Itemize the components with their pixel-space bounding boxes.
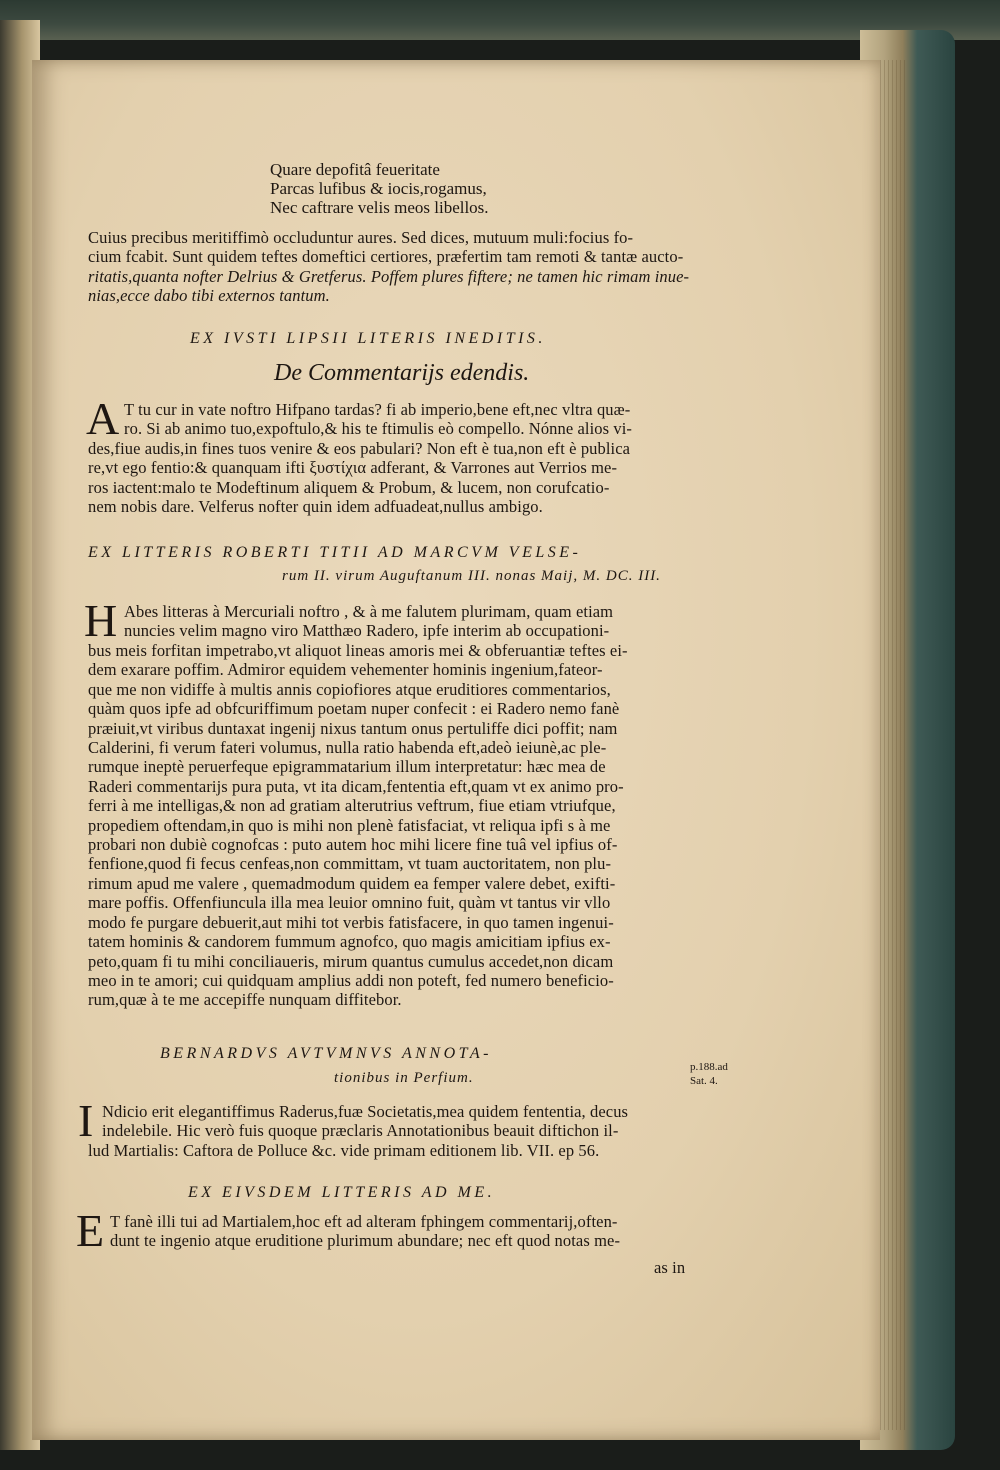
text-line: nias,ecce dabo tibi externos tantum.: [88, 286, 330, 306]
section-heading: [88, 544, 581, 562]
book-top-edge: [0, 0, 1000, 40]
drop-capital: I: [78, 1095, 94, 1146]
text-line: nem nobis dare. Velferus nofter quin idem adfuadeat,nullus ambigo.: [88, 497, 543, 517]
intro-paragraph: [88, 228, 689, 306]
drop-capital: E: [76, 1205, 105, 1256]
text-line: probari non dubiè cognofcas : puto autem hoc mihi licere fine tuâ vel ipfius of-: [88, 835, 618, 855]
text-line: Cuius precibus meritiffimò occluduntur aures. Sed dices, mutuum muli:focius fo-: [88, 228, 634, 247]
text-line: mare poffis. Offenfiuncula illa mea leuior omnino fuit, quàm vt tantus vir vllo: [88, 893, 611, 913]
text-line: ritatis,quanta nofter Delrius & Gretferus. Poffem plures fiftere; ne tamen hic rimam inue-: [88, 266, 690, 286]
text-line: peto,quam fi tu mihi conciliaueris, mirum quantus cumulus accedet,non dicam: [88, 951, 614, 971]
text-line: re,vt ego fentio:& quanquam ifti ξυστίχια adferant, & Varrones aut Verrios me-: [88, 458, 618, 478]
text-line: rumque ineptè peruerfeque epigrammatarium illum interpretatur: hæc mea de: [88, 757, 606, 777]
verse-block: [270, 160, 489, 217]
text-line: T tu cur in vate noftro Hifpano tardas? fi ab imperio,bene eft,nec vltra quæ-: [124, 400, 631, 419]
margin-note-line: Sat. 4.: [690, 1075, 718, 1087]
text-line: quàm quos ipfe ad obfcuriffimum poetam nuper confecit : ei Radero nemo fanè: [88, 699, 620, 719]
text-line: T fanè illi tui ad Martialem,hoc eft ad alteram fphingem commentarij,often-: [110, 1212, 618, 1231]
text-line: Calderini, fi verum fateri volumus, nulla ratio habenda eft,adeò ieiunè,ac ple-: [88, 738, 607, 758]
text-line: præiuit,vt viribus duntaxat ingenij nixus tantum onus pertuliffe dici poffit; nam: [88, 718, 618, 738]
text-line: lud Martialis: Caftora de Polluce &c. vide primam editionem lib. VII. ep 56.: [88, 1141, 600, 1160]
text-line: bus meis forfitan impetrabo,vt aliquot lineas amoris mei & obferuantiæ teftes ei-: [88, 641, 628, 660]
paragraph-cont: [88, 641, 628, 1010]
paragraph: [110, 1212, 620, 1251]
book-page: [32, 60, 880, 1440]
text-line: modo fe purgare debuerit,aut mihi tot verbis fatisfacere, in quo tamen ingenui-: [88, 912, 614, 932]
paragraph: [124, 602, 613, 641]
section-heading-line2: tionibus in Perfium.: [334, 1070, 474, 1086]
verse-line: Quare depofitâ feueritate: [270, 160, 440, 179]
text-line: ros iactent:malo te Modeftinum aliquem & Probum, & lucem, non corufcatio-: [88, 477, 610, 497]
text-line: Ndicio erit elegantiffimus Raderus,fuæ Societatis,mea quidem fententia, decus: [102, 1102, 629, 1121]
heading-line: EX LITTERIS ROBERTI TITII AD MARCVM VELSE-: [88, 544, 582, 561]
section-heading: BERNARDVS AVTVMNVS ANNOTA-: [160, 1045, 492, 1062]
text-line: cium fcabit. Sunt quidem teftes domeftici certiores, præfertim tam remoti & tantæ aucto-: [88, 247, 684, 267]
text-line: dem exarare poffim. Admiror equidem vehementer hominis ingenium,fateor-: [88, 660, 603, 680]
section-title: De Commentarijs edendis.: [274, 360, 530, 386]
section-heading-line2: rum II. virum Auguftanum III. nonas Maij, M. DC. III.: [282, 568, 661, 584]
text-line: meo in te amori; cui quidquam amplius addi non poteft, fed numero beneficio-: [88, 970, 614, 990]
section-heading: EX EIVSDEM LITTERIS AD ME.: [188, 1184, 496, 1201]
drop-capital: H: [84, 595, 118, 646]
paragraph-cont: [88, 1141, 599, 1160]
text-line: tatem hominis & candorem fummum agnofco, quo magis amicitiam ipfius ex-: [88, 932, 611, 952]
paragraph: [124, 400, 632, 439]
text-line: ro. Si ab animo tuo,expoftulo,& his te ftimulis eò compello. Nónne alios vi-: [124, 419, 633, 439]
text-line: fenfione,quod fi fecus cenfeas,non committam, vt tuam auctoritatem, non plu-: [88, 854, 612, 874]
text-line: des,fiue audis,in fines tuos venire & eos pabulari? Non eft è tua,non eft è publica: [88, 439, 631, 458]
text-line: indelebile. Hic verò fuis quoque præclaris Annotationibus beauit diftichon il-: [102, 1121, 619, 1141]
margin-note: [690, 1060, 728, 1088]
text-line: nuncies velim magno viro Matthæo Radero, ipfe interim ab occupationi-: [124, 621, 610, 641]
text-line: rum,quæ à te me accepiffe nunquam diffitebor.: [88, 990, 402, 1010]
text-line: que me non vidiffe à multis annis copiofiores atque eruditiores commentarios,: [88, 679, 611, 699]
verse-line: Nec caftrare velis meos libellos.: [270, 198, 489, 217]
catchword: as in: [654, 1258, 686, 1277]
paragraph-cont: [88, 439, 630, 517]
text-line: rimum apud me valere , quemadmodum quidem ea femper valere debet, exifti-: [88, 873, 616, 893]
text-line: Raderi commentarijs pura puta, vt ita dicam,fententia eft,quam vt ex animo pro-: [88, 776, 624, 796]
text-line: Abes litteras à Mercuriali noftro , & à me falutem plurimam, quam etiam: [124, 602, 614, 621]
text-line: dunt te ingenio atque eruditione plurimum abundare; nec eft quod notas me-: [110, 1231, 621, 1251]
drop-capital: A: [86, 393, 120, 444]
margin-note-line: p.188.ad: [690, 1061, 728, 1073]
text-line: propediem oftendam,in quo is mihi non plenè fatisfaciat, vt reliqua ipfi s à me: [88, 815, 611, 835]
verse-line: Parcas lufibus & iocis,rogamus,: [270, 179, 487, 198]
paragraph: [102, 1102, 628, 1141]
section-heading: EX IVSTI LIPSII LITERIS INEDITIS.: [190, 330, 546, 347]
text-line: ferri à me intelligas,& non ad gratiam alterutrius veftrum, fiue etiam vtriufque,: [88, 796, 616, 816]
